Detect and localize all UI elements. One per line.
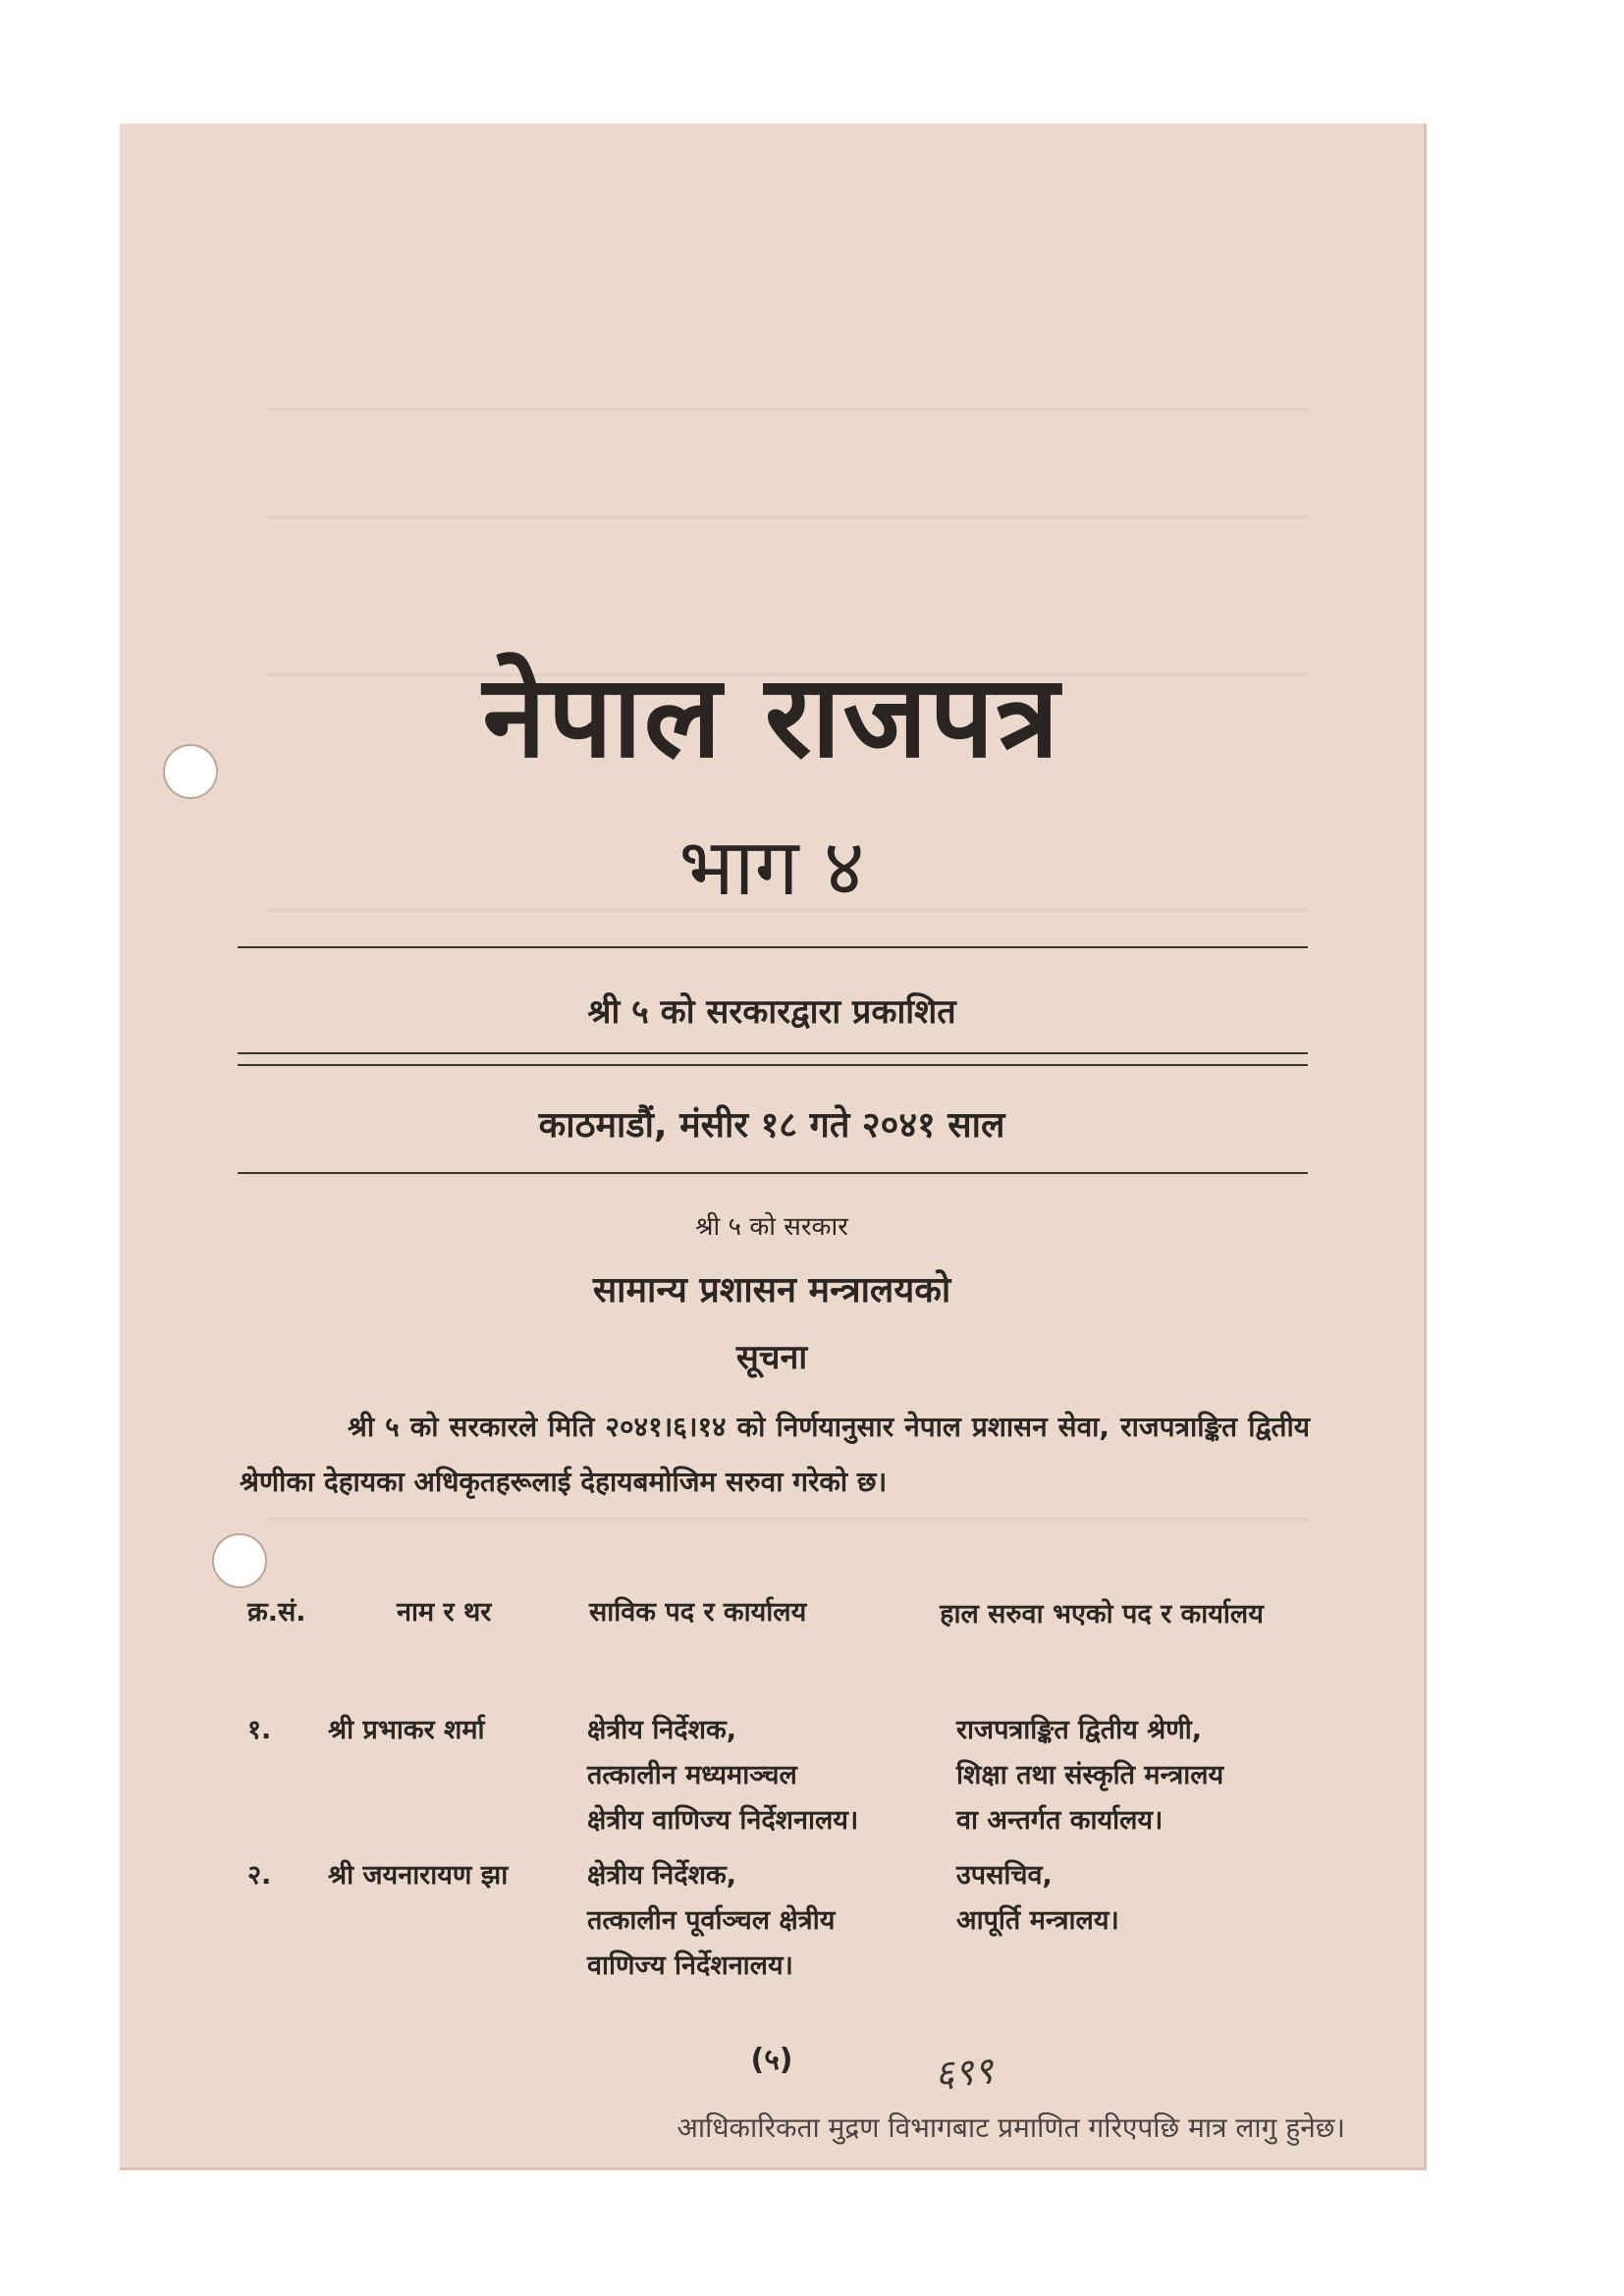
gazette-page [120,124,1427,2170]
table-row-1-new-1: राजपत्राङ्कित द्वितीय श्रेणी, [956,1715,1203,1745]
table-header-sn: क्र.सं. [247,1597,306,1628]
notice-heading: सूचना [735,1338,808,1377]
table-header-new-post: हाल सरुवा भएको पद र कार्यालय [940,1599,1264,1629]
gazette-part: भाग ४ [678,822,865,913]
table-row-2-new-1: उपसचिव, [956,1860,1053,1891]
divider-rule-4 [238,1172,1308,1174]
table-row-1-new-3: वा अन्तर्गत कार्यालय। [956,1805,1164,1836]
table-row-2-sn: २. [247,1860,272,1891]
punch-hole-bottom [212,1533,267,1588]
notice-body: श्री ५ को सरकारले मिति २०४१।६।१४ को निर्णयानुसार नेपाल प्रशासन सेवा, राजपत्राङ्कित द्वितीय श्रेणीका देहायका अधिकृतहरूलाई देहायबमोजिम सरुवा गरेको छ। [240,1411,1310,1498]
page-number: (५) [750,2043,793,2077]
table-row-1-old-3: क्षेत्रीय वाणिज्य निर्देशनालय। [587,1805,859,1836]
table-row-2-old-3: वाणिज्य निर्देशनालय। [587,1950,793,1981]
dateline: काठमाडौं, मंसीर १८ गते २०४१ साल [538,1105,1005,1146]
table-header-old-post: साविक पद र कार्यालय [589,1597,807,1628]
government-line: श्री ५ को सरकार [695,1212,848,1242]
divider-rule-3 [238,1064,1308,1066]
divider-rule-2 [238,1052,1308,1054]
table-row-1-old-2: तत्कालीन मध्यमाञ्चल [587,1760,797,1790]
table-row-1-old-1: क्षेत्रीय निर्देशक, [587,1715,736,1745]
table-row-2-name: श्री जयनारायण झा [328,1860,509,1891]
handwritten-number: ६९९ [933,2048,995,2097]
gazette-title: नेपाल राजपत्र [482,650,1061,783]
table-row-2-old-2: तत्कालीन पूर्वाञ्चल क्षेत्रीय [587,1905,836,1936]
table-row-2-old-1: क्षेत्रीय निर्देशक, [587,1860,736,1891]
divider-rule-1 [238,946,1308,948]
ministry-line: सामान्य प्रशासन मन्त्रालयको [592,1270,951,1310]
table-header-name: नाम र थर [397,1597,492,1628]
table-row-2-new-2: आपूर्ति मन्त्रालय। [956,1905,1119,1936]
table-row-1-sn: १. [247,1715,272,1745]
table-row-1-name: श्री प्रभाकर शर्मा [328,1715,485,1745]
publisher-line: श्री ५ को सरकारद्वारा प्रकाशित [587,992,956,1032]
table-row-1-new-2: शिक्षा तथा संस्कृति मन्त्रालय [956,1760,1224,1790]
certification-footer: आधिकारिकता मुद्रण विभागबाट प्रमाणित गरिएपछि मात्र लागु हुनेछ। [677,2111,1345,2144]
